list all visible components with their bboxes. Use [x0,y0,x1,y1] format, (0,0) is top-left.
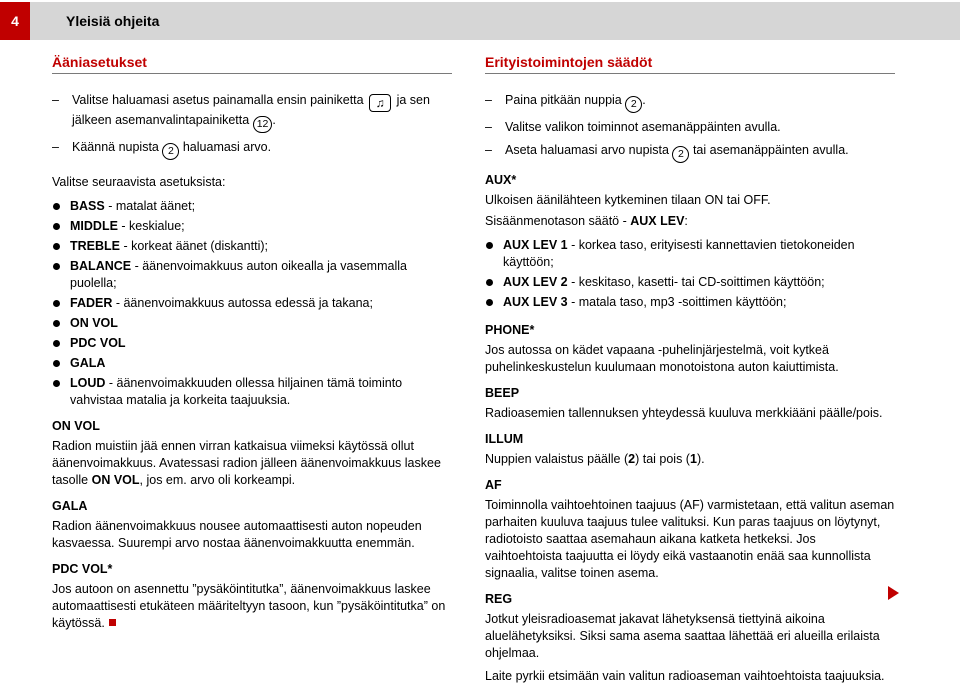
item-label: AUX LEV 1 [503,238,568,252]
step-select-menu: – Valitse valikon toiminnot asemanäppäinten avulla. [485,120,781,134]
step-press-knob: – Paina pitkään nuppia 2 . [485,92,895,113]
page-number: 4 [0,2,30,40]
aux-level-list [485,237,895,311]
settings-list-item [52,295,452,312]
bullet-icon [485,274,503,291]
reg-heading: REG [485,592,513,606]
item-label: GALA [70,356,106,370]
knob-number: 2 [625,96,642,113]
pdc-text: Jos autoon on asennettu ”pysäköintitutka”, äänenvoimakkuus laskee automaattisesti etukäteen määriteltyyn tasoon, kun ”pysäköintitutka” on käytössä. [52,582,446,630]
next-page-arrow-icon [888,586,899,600]
af-heading: AF [485,478,502,492]
reg-text: Jotkut yleisradioasemat jakavat lähetyksensä tiettyinä aikoina aluelähetyksiksi. Siksi sama asema saattaa lähettää eri alueilla erilaista ohjelmaa. [485,612,880,660]
phone-text: Jos autossa on kädet vapaana -puhelinjärjestelmä, voit kytkeä puhelinkeskustelun kuulumaan monotoistona auton kaiuttimista. [485,343,839,374]
onvol-heading: ON VOL [52,419,100,433]
dash-marker: – [52,140,59,154]
music-note-icon: ♫ [369,94,391,112]
item-text: - matalat äänet; [104,199,196,213]
bullet-icon [52,355,70,372]
bullet-icon [52,218,70,235]
knob-number: 2 [162,143,179,160]
item-label: AUX LEV 2 [503,275,568,289]
dash-marker: – [52,93,59,107]
item-label: ON VOL [70,316,118,330]
item-text: - matala taso, mp3 -soittimen käyttöön; [567,295,787,309]
bullet-icon [485,294,503,311]
item-label: FADER [70,296,113,310]
aux-level-item [485,294,895,311]
bullet-icon [52,375,70,409]
bullet-icon [52,315,70,332]
item-label: TREBLE [70,239,120,253]
settings-list [52,198,452,409]
bullet-icon [52,295,70,312]
settings-list-item [52,355,452,372]
item-text: - korkeat äänet (diskantti); [120,239,268,253]
reg-text-2: Laite pyrkii etsimään vain valitun radioaseman vaihtoehtoista taajuuksia. [485,669,885,683]
item-text: - keskitaso, kasetti- tai CD-soittimen käyttöön; [567,275,825,289]
settings-intro: Valitse seuraavista asetuksista: [52,175,226,189]
bullet-icon [52,335,70,352]
illum-heading: ILLUM [485,432,524,446]
item-label: AUX LEV 3 [503,295,568,309]
aux-text: Ulkoisen äänilähteen kytkeminen tilaan ON tai OFF. [485,193,771,207]
step-select-setting: – Valitse haluamasi asetus painamalla ensin painiketta ♫ ja sen jälkeen asemanvalintapainiketta 12 . [52,92,452,133]
settings-list-item [52,258,452,292]
left-column [52,52,452,636]
af-text: Toiminnolla vaihtoehtoinen taajuus (AF) varmistetaan, että valitun aseman parhaiten kuuluva taajuus tulee valituksi. Kun paras taajuus on löytynyt, radiotoisto saattaa asemahaun aikana katketa hetkeksi. Jos vaihtoehtoista taajuutta ei löydy eikä vastaanotin enää saa kunnollista signaalia, valitse toinen asema. [485,498,895,580]
dash-marker: – [485,93,492,107]
settings-list-item [52,218,452,235]
aux-default: Sisäänmenotason säätö - AUX LEV: [485,214,688,228]
phone-heading: PHONE* [485,323,535,337]
illum-text: Nuppien valaistus päälle (2) tai pois (1). [485,452,705,466]
bullet-icon [52,258,70,292]
settings-list-item [52,375,452,409]
station-button-number: 12 [253,116,273,133]
knob-number: 2 [672,146,689,163]
settings-list-item [52,335,452,352]
beep-text: Radioasemien tallennuksen yhteydessä kuuluva merkkiääni päälle/pois. [485,406,883,420]
item-text: - korkea taso, erityisesti kannettavien tietokoneiden käyttöön; [503,238,855,269]
end-mark-icon [109,619,116,626]
right-column [485,52,895,689]
chapter-title: Yleisiä ohjeita [66,13,160,29]
section-title-special-functions: Erityistoimintojen säädöt [485,52,895,74]
aux-level-item [485,237,895,271]
step-turn-knob: – Käännä nupista 2 haluamasi arvo. [52,139,452,160]
step-set-value: – Aseta haluamasi arvo nupista 2 tai asemanäppäinten avulla. [485,142,895,163]
item-label: BALANCE [70,259,132,273]
dash-marker: – [485,143,492,157]
aux-level-item [485,274,895,291]
item-text: - äänenvoimakkuus autossa edessä ja takana; [112,296,373,310]
gala-text: Radion äänenvoimakkuus nousee automaattisesti auton nopeuden kasvaessa. Suurempi arvo nostaa äänenvoimakkuutta enemmän. [52,519,422,550]
settings-list-item [52,198,452,215]
item-label: MIDDLE [70,219,118,233]
pdc-heading: PDC VOL* [52,562,113,576]
item-label: LOUD [70,376,106,390]
item-text: - äänenvoimakkuus auton oikealla ja vasemmalla puolella; [70,259,407,290]
aux-heading: AUX* [485,173,517,187]
onvol-text: Radion muistiin jää ennen virran katkaisua viimeksi käytössä ollut äänenvoimakkuus. Avatessasi radion jälleen äänenvoimakkuus laskee tasolle ON VOL, jos em. arvo oli korkeampi. [52,439,441,487]
settings-list-item [52,238,452,255]
settings-list-item [52,315,452,332]
page-header [0,2,960,40]
item-label: PDC VOL [70,336,126,350]
bullet-icon [52,198,70,215]
gala-heading: GALA [52,499,88,513]
bullet-icon [52,238,70,255]
item-label: BASS [70,199,105,213]
dash-marker: – [485,120,492,134]
bullet-icon [485,237,503,271]
beep-heading: BEEP [485,386,520,400]
section-title-audio-settings: Ääniasetukset [52,52,452,74]
item-text: - äänenvoimakkuuden ollessa hiljainen tämä toiminto vahvistaa matalia ja korkeita taajuuksia. [70,376,403,407]
item-text: - keskialue; [117,219,185,233]
